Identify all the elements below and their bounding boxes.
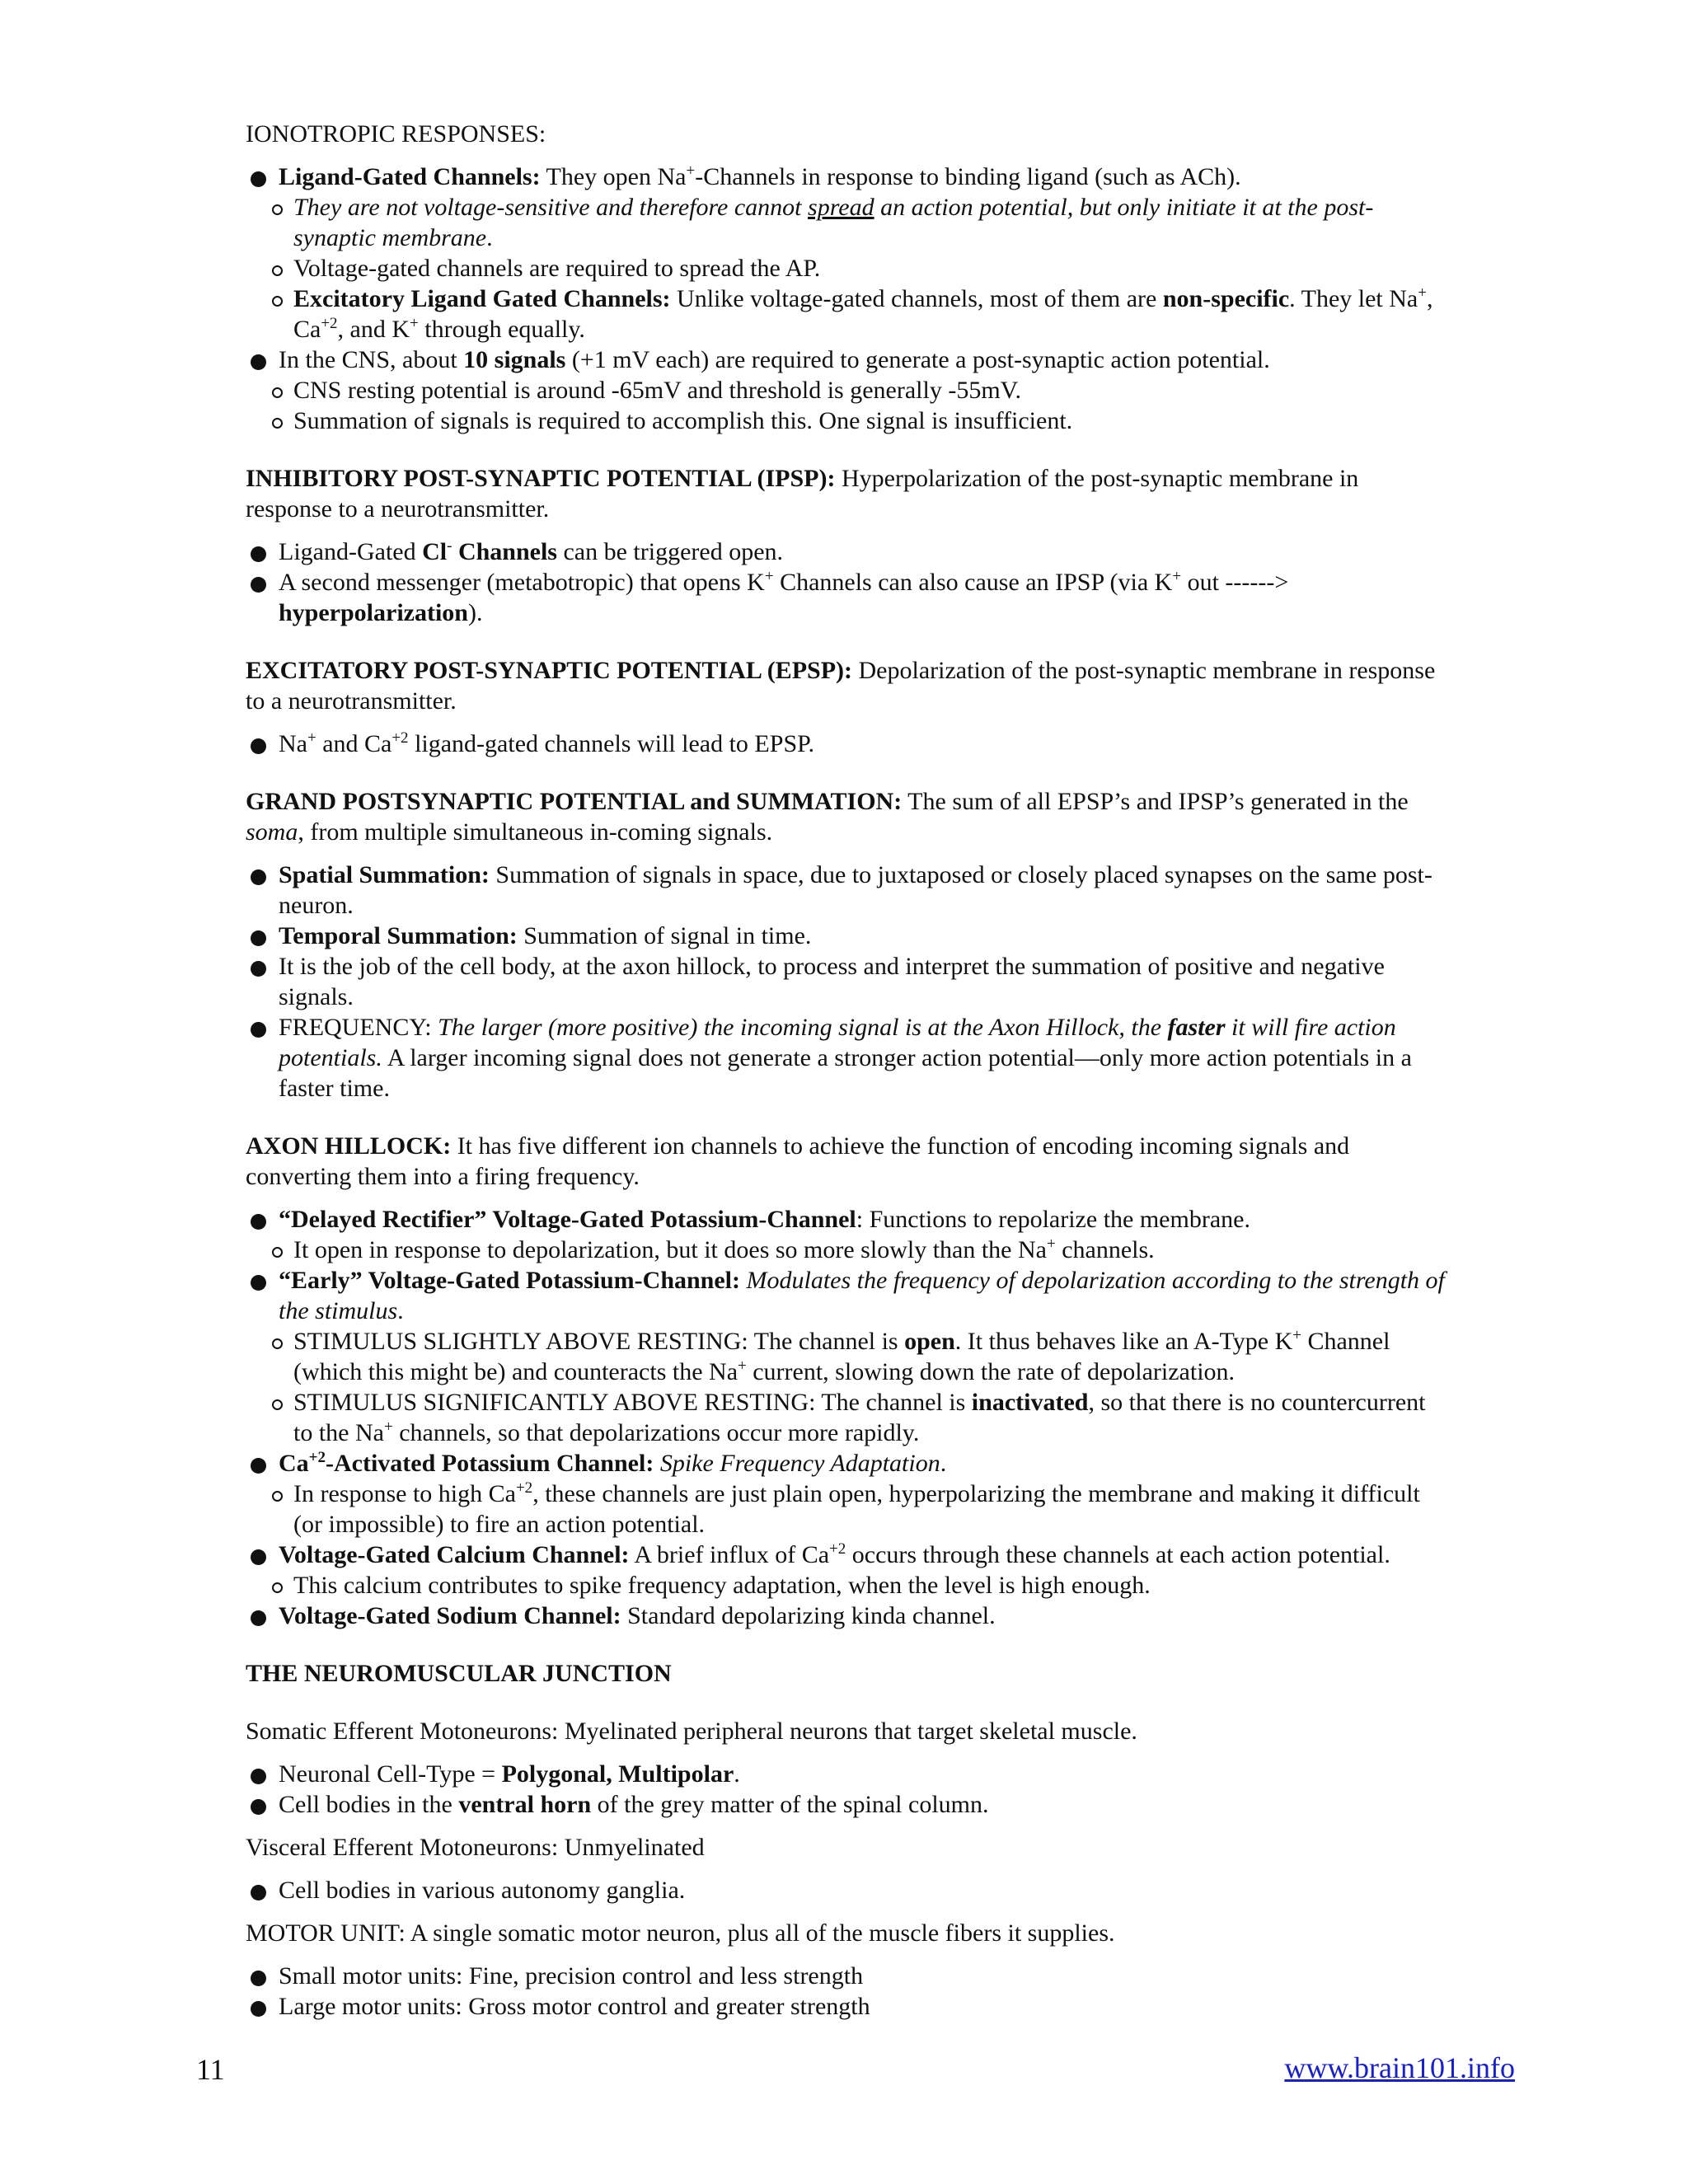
somatic-paragraph: Somatic Efferent Motoneurons: Myelinated peripheral neurons that target skeletal muscle.: [246, 1718, 1137, 1745]
term-label: -Activated Potassium Channel:: [326, 1450, 654, 1477]
list-item: [249, 1961, 1449, 1991]
text: They are not voltage-sensitive and therefore cannot: [293, 194, 809, 221]
bullet-icon: [251, 738, 266, 754]
list-item: [249, 344, 1449, 375]
text: This calcium contributes to spike frequency adaptation, when the level is high enough.: [293, 1572, 1151, 1599]
term-label: Excitatory Ligand Gated Channels:: [293, 285, 671, 312]
list-item: [249, 1265, 1449, 1326]
text: occurs through these channels at each action potential.: [846, 1541, 1390, 1568]
sub-list-item: [270, 405, 1449, 436]
text: They open Na: [540, 163, 687, 190]
motor-unit-paragraph: MOTOR UNIT: A single somatic motor neuron, plus all of the muscle fibers it supplies.: [246, 1919, 1115, 1947]
superscript: -: [447, 537, 452, 555]
bold-text: 10 signals: [463, 346, 566, 373]
text: , so that there is no countercurrent to the Na: [293, 1389, 1426, 1446]
list-item: [249, 729, 1449, 759]
text: Voltage-gated channels are required to spread the AP.: [293, 255, 821, 282]
sub-list-item: [270, 192, 1449, 253]
sub-bullet-icon: [272, 1247, 283, 1258]
text: Large motor units: Gross motor control and greater strength: [279, 1993, 870, 2020]
section-heading: THE NEUROMUSCULAR JUNCTION: [246, 1660, 672, 1687]
text: Standard depolarizing kinda channel.: [621, 1602, 996, 1629]
text: The sum of all EPSP’s and IPSP’s generated in the: [902, 788, 1409, 815]
sub-list-item: [270, 1235, 1449, 1265]
text: .: [486, 224, 493, 251]
sub-bullet-icon: [272, 1491, 283, 1502]
superscript: +: [686, 162, 696, 180]
bullet-icon: [251, 869, 266, 885]
grand-list: [246, 860, 1449, 1104]
text: , from multiple simultaneous in-coming signals.: [298, 818, 773, 846]
text: -Channels in response to binding ligand (such as ACh).: [695, 163, 1241, 190]
superscript: +2: [321, 315, 338, 332]
epsp-list: [246, 729, 1449, 759]
bullet-icon: [251, 1971, 266, 1986]
term-label: Voltage-Gated Sodium Channel:: [279, 1602, 621, 1629]
text: It has five different ion channels to achieve the function of encoding incoming signals and converting them into a firing frequency.: [246, 1132, 1350, 1190]
text: STIMULUS SLIGHTLY ABOVE RESTING: The channel is: [293, 1328, 905, 1355]
list-item: [249, 1759, 1449, 1789]
term-label: Ligand-Gated Channels:: [279, 163, 541, 190]
text: channels.: [1055, 1236, 1155, 1263]
superscript: +: [1172, 568, 1182, 585]
sub-list-item: [270, 253, 1449, 284]
text: .: [397, 1297, 404, 1324]
sub-list-item: [270, 375, 1449, 405]
text: Channels can also cause an IPSP (via K: [773, 569, 1173, 596]
grand-potential-paragraph: [246, 786, 1449, 847]
text: current, slowing down the rate of depolarization.: [746, 1358, 1236, 1385]
list-item: [249, 162, 1449, 192]
text: A second messenger (metabotropic) that opens K: [279, 569, 765, 596]
page-content: [246, 119, 1449, 2022]
website-link[interactable]: www.brain101.info: [1284, 2051, 1515, 2084]
text: FREQUENCY:: [279, 1014, 438, 1041]
text: In response to high Ca: [293, 1480, 516, 1507]
bold-text: inactivated: [971, 1389, 1089, 1416]
visceral-paragraph: Visceral Efferent Motoneurons: Unmyelinated: [246, 1834, 705, 1861]
text: Summation of signals in space, due to juxtaposed or closely placed synapses on the same post-neuron.: [279, 861, 1432, 919]
text: and Ca: [316, 730, 392, 757]
superscript: +: [383, 1418, 393, 1436]
text: (+1 mV each) are required to generate a post-synaptic action potential.: [565, 346, 1270, 373]
bullet-icon: [251, 1799, 266, 1815]
sub-list-item: [270, 1326, 1449, 1387]
italic-text: soma: [246, 818, 298, 846]
sub-bullet-icon: [272, 1582, 283, 1593]
bullet-icon: [251, 577, 266, 593]
superscript: +2: [308, 1449, 326, 1466]
term-label: Voltage-Gated Calcium Channel:: [279, 1541, 630, 1568]
text: Depolarization of the post-synaptic membrane in response to a neurotransmitter.: [246, 657, 1436, 715]
superscript: +2: [515, 1479, 533, 1497]
list-item: [249, 1601, 1449, 1631]
axon-list: [246, 1204, 1449, 1631]
text: .: [734, 1760, 740, 1788]
sub-bullet-icon: [272, 1399, 283, 1410]
sub-list-item: [270, 1387, 1449, 1448]
list-item: [249, 1448, 1449, 1479]
superscript: +: [410, 315, 419, 332]
list-item: [249, 860, 1449, 921]
bullet-icon: [251, 1214, 266, 1230]
term-label: “Early” Voltage-Gated Potassium-Channel:: [279, 1267, 741, 1294]
motor-unit-list: [246, 1961, 1449, 2022]
nmj-heading: [246, 1658, 1449, 1689]
text: It open in response to depolarization, but it does so more slowly than the Na: [293, 1236, 1047, 1263]
text: .: [940, 1450, 947, 1477]
list-item: [249, 1991, 1449, 2022]
sub-bullet-icon: [272, 418, 283, 429]
ionotropic-list: [246, 162, 1449, 436]
text: : Functions to repolarize the membrane.: [856, 1206, 1250, 1233]
bold-text: hyperpolarization: [279, 599, 468, 626]
section-heading: INHIBITORY POST-SYNAPTIC POTENTIAL (IPSP):: [246, 465, 836, 492]
text: Neuronal Cell-Type =: [279, 1760, 502, 1788]
sub-bullet-icon: [272, 296, 283, 307]
ipsp-list: [246, 537, 1449, 628]
bullet-icon: [251, 1458, 266, 1474]
sub-list-item: [270, 1479, 1449, 1540]
underlined-text: spread: [808, 194, 874, 221]
ipsp-paragraph: [246, 463, 1449, 524]
bold-italic-text: faster: [1167, 1014, 1226, 1041]
ionotropic-heading: IONOTROPIC RESPONSES:: [246, 120, 546, 148]
text: Summation of signals is required to accomplish this. One signal is insufficient.: [293, 407, 1073, 434]
text: , these channels are just plain open, hyperpolarizing the membrane and making it difficult (or impossible) to fire an action potential.: [293, 1480, 1420, 1538]
text: Cell bodies in various autonomy ganglia.: [279, 1877, 686, 1904]
sub-bullet-icon: [272, 204, 283, 215]
text: STIMULUS SIGNIFICANTLY ABOVE RESTING: The channel is: [293, 1389, 972, 1416]
text: Channel (which this might be) and counteracts the Na: [293, 1328, 1390, 1385]
text: , Ca: [293, 285, 1433, 343]
text: Small motor units: Fine, precision control and less strength: [279, 1962, 864, 1990]
bullet-icon: [251, 1022, 266, 1038]
list-item: [249, 921, 1449, 951]
bullet-icon: [251, 1885, 266, 1900]
bullet-icon: [251, 546, 266, 562]
bullet-icon: [251, 961, 266, 977]
bold-text: Ca: [279, 1450, 309, 1477]
superscript: +: [1418, 284, 1427, 302]
text: Na: [279, 730, 307, 757]
list-item: [249, 537, 1449, 567]
text: of the grey matter of the spinal column.: [591, 1791, 989, 1818]
term-label: “Delayed Rectifier” Voltage-Gated Potassium-Channel: [279, 1206, 856, 1233]
section-heading: GRAND POSTSYNAPTIC POTENTIAL and SUMMATION:: [246, 788, 903, 815]
bold-text: ventral horn: [458, 1791, 592, 1818]
bold-text: Channels: [452, 538, 557, 565]
text: In the CNS, about: [279, 346, 464, 373]
text: . It thus behaves like an A-Type K: [954, 1328, 1293, 1355]
superscript: +: [1046, 1235, 1056, 1253]
text: channels, so that depolarizations occur more rapidly.: [392, 1419, 920, 1446]
text: an action potential, but only initiate it at the post-synaptic membrane: [293, 194, 1374, 251]
text: A brief influx of Ca: [629, 1541, 830, 1568]
text: ).: [468, 599, 483, 626]
sub-list-item: [270, 284, 1449, 344]
bullet-icon: [251, 1275, 266, 1291]
somatic-list: [246, 1759, 1449, 1820]
axon-hillock-paragraph: [246, 1131, 1449, 1192]
bold-text: non-specific: [1162, 285, 1290, 312]
text: It is the job of the cell body, at the axon hillock, to process and interpret the summation of positive and negative signals.: [279, 953, 1385, 1010]
italic-text: Spike Frequency Adaptation: [654, 1450, 940, 1477]
visceral-list: [246, 1875, 1449, 1905]
italic-text: it will fire action potentials.: [279, 1014, 1396, 1071]
superscript: +2: [392, 729, 409, 747]
sub-bullet-icon: [272, 265, 283, 276]
text: Hyperpolarization of the post-synaptic membrane in response to a neurotransmitter.: [246, 465, 1359, 523]
text: Summation of signal in time.: [517, 922, 812, 949]
bullet-icon: [251, 1769, 266, 1784]
superscript: +: [1292, 1327, 1301, 1344]
superscript: +: [738, 1357, 747, 1375]
sub-bullet-icon: [272, 387, 283, 398]
text: Ligand-Gated: [279, 538, 423, 565]
superscript: +2: [829, 1540, 846, 1558]
superscript: +: [307, 729, 316, 747]
italic-text: Modulates the frequency of depolarization according to the strength of the stimulus: [279, 1267, 1445, 1324]
text: A larger incoming signal does not generate a stronger action potential—only more action potentials in a faster time.: [279, 1044, 1412, 1102]
list-item: [249, 1204, 1449, 1235]
text: Cell bodies in the: [279, 1791, 459, 1818]
bullet-icon: [251, 171, 266, 187]
bold-text: Polygonal, Multipolar: [501, 1760, 734, 1788]
term-label: Temporal Summation:: [279, 922, 518, 949]
list-item: [249, 1012, 1449, 1104]
page-number: 11: [196, 2053, 225, 2086]
text: ligand-gated channels will lead to EPSP.: [408, 730, 814, 757]
text: can be triggered open.: [556, 538, 784, 565]
text: . They let Na: [1289, 285, 1418, 312]
list-item: [249, 567, 1449, 628]
bullet-icon: [251, 354, 266, 370]
italic-text: The larger (more positive) the incoming signal is at the Axon Hillock, the: [438, 1014, 1168, 1041]
list-item: [249, 1540, 1449, 1570]
list-item: [249, 951, 1449, 1012]
text: through equally.: [418, 316, 585, 343]
epsp-paragraph: [246, 655, 1449, 716]
sub-bullet-icon: [272, 1338, 283, 1349]
term-label: Spatial Summation:: [279, 861, 490, 888]
bullet-icon: [251, 1549, 266, 1565]
sub-list-item: [270, 1570, 1449, 1601]
text: CNS resting potential is around -65mV and threshold is generally -55mV.: [293, 377, 1021, 404]
bullet-icon: [251, 2001, 266, 2017]
text: out ------>: [1181, 569, 1289, 596]
bold-text: Cl: [422, 538, 448, 565]
list-item: [249, 1875, 1449, 1905]
bullet-icon: [251, 1610, 266, 1626]
bullet-icon: [251, 930, 266, 946]
section-heading: EXCITATORY POST-SYNAPTIC POTENTIAL (EPSP):: [246, 657, 853, 684]
superscript: +: [764, 568, 774, 585]
section-heading: AXON HILLOCK:: [246, 1132, 452, 1160]
bold-text: open: [904, 1328, 955, 1355]
text: , and K: [337, 316, 410, 343]
list-item: [249, 1789, 1449, 1820]
text: Unlike voltage-gated channels, most of them are: [670, 285, 1163, 312]
